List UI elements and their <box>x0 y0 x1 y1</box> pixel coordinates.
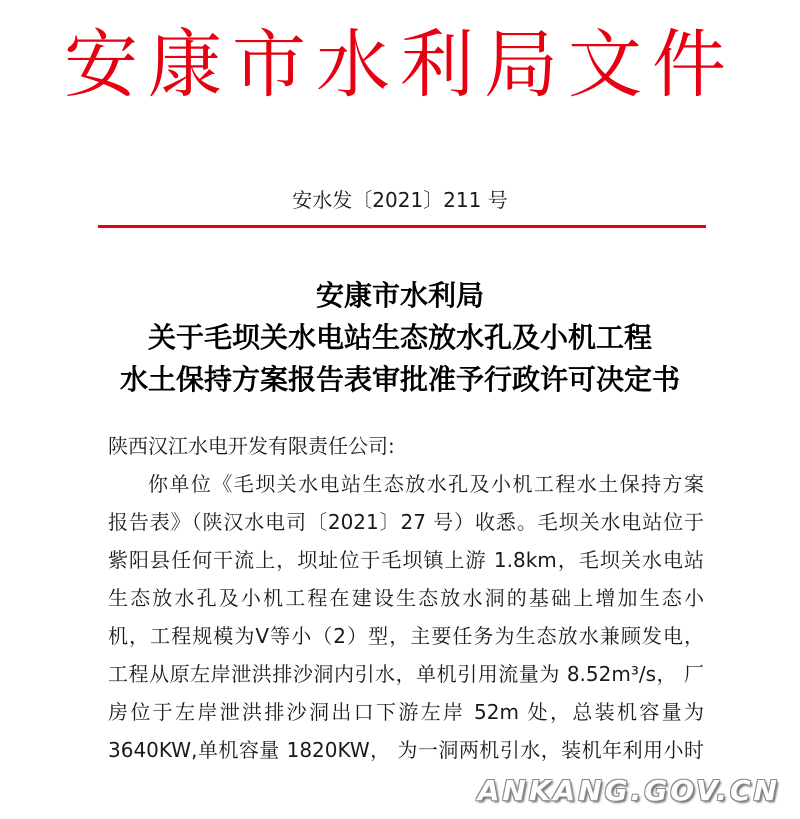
body-line-3: 紫阳县任何干流上，坝址位于毛坝镇上游 1.8km，毛坝关水电站 <box>108 548 704 572</box>
site-watermark: ANKANG.GOV.CN <box>477 774 780 807</box>
document-title-line-3: 水土保持方案报告表审批准予行政许可决定书 <box>119 363 680 396</box>
addressee: 陕西汉江水电开发有限责任公司: <box>108 434 395 458</box>
body-line-5: 机，工程规模为Ⅴ等小（2）型，主要任务为生态放水兼顾发电， <box>108 624 704 648</box>
body-line-4: 生态放水孔及小机工程在建设生态放水洞的基础上增加生态小 <box>108 586 704 610</box>
document-number: 安水发〔2021〕211 号 <box>292 188 508 212</box>
body-line-7: 房位于左岸泄洪排沙洞出口下游左岸 52m 处，总装机容量为 <box>108 700 704 724</box>
document-title-line-2: 关于毛坝关水电站生态放水孔及小机工程 <box>147 321 652 354</box>
document-title-line-1: 安康市水利局 <box>315 279 484 312</box>
body-line-6: 工程从原左岸泄洪排沙洞内引水，单机引用流量为 8.52m³/s， 厂 <box>108 662 704 686</box>
body-line-2: 报告表》（陕汉水电司〔2021〕27 号）收悉。毛坝关水电站位于 <box>108 510 704 534</box>
body-line-1: 你单位《毛坝关水电站生态放水孔及小机工程水土保持方案 <box>148 472 704 496</box>
document-header-org-name: 安康市水利局文件 <box>64 22 736 108</box>
document-body <box>108 427 704 769</box>
red-divider-line <box>98 225 706 228</box>
body-line-8: 3640KW,单机容量 1820KW， 为一洞两机引水，装机年利用小时 <box>108 738 704 762</box>
document-title <box>0 275 800 401</box>
